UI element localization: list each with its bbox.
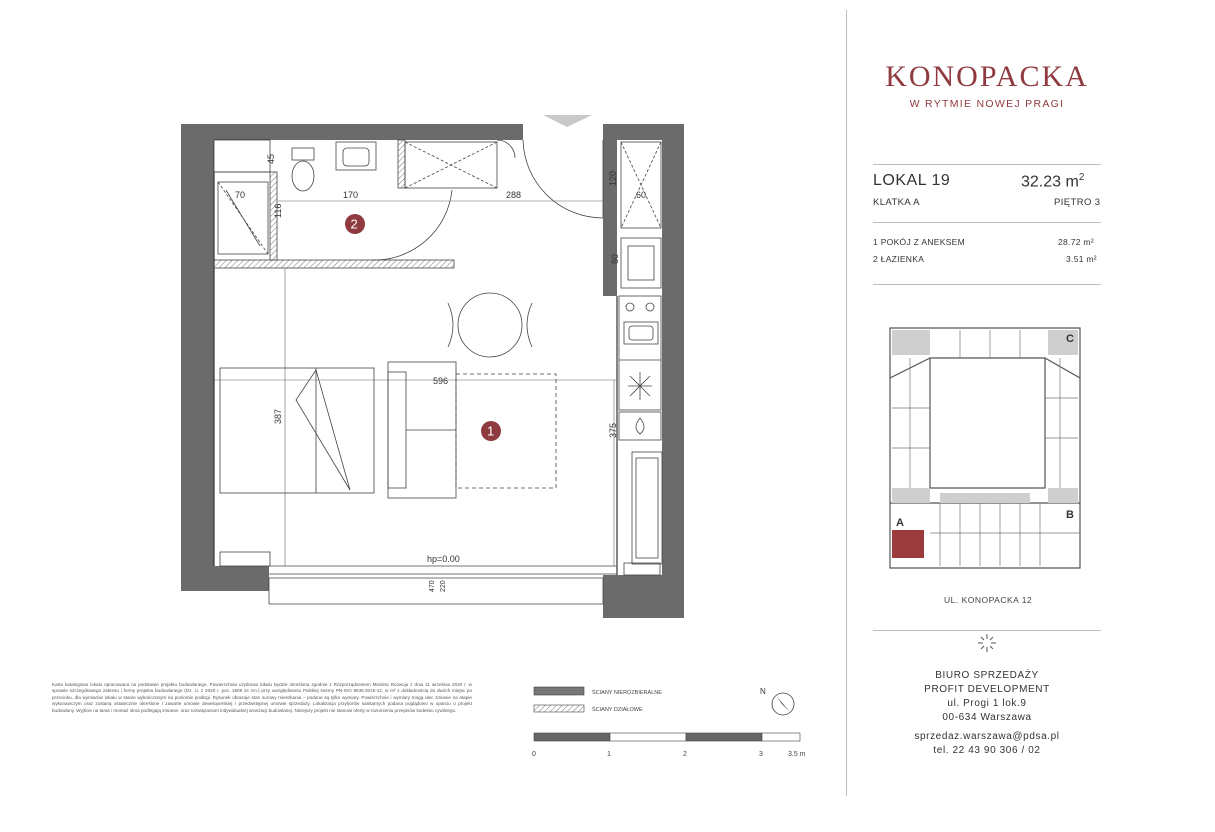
contact-street: ul. Progi 1 lok.9 xyxy=(947,698,1027,709)
bathroom-partitions xyxy=(214,140,454,268)
room-marker-2 xyxy=(345,214,365,234)
toilet xyxy=(292,148,314,191)
svg-text:1: 1 xyxy=(487,423,495,439)
divider-top xyxy=(873,164,1101,165)
dim-label: 45 xyxy=(266,153,276,164)
dimension-labels xyxy=(235,154,646,592)
dim-label: 375 xyxy=(608,422,618,438)
keyplan-marker-b: B xyxy=(1066,509,1074,521)
room-marker-1 xyxy=(481,421,501,441)
dining-table xyxy=(448,293,532,357)
unit-floor: PIĘTRO 3 xyxy=(1054,197,1101,208)
keyplan-marker-c: C xyxy=(1066,333,1074,345)
legend-label-bearing: ŚCIANY NIEROZBIERALNE xyxy=(592,690,662,696)
contact-office: BIURO SPRZEDAŻY xyxy=(935,670,1039,681)
dim-label: 80 xyxy=(610,253,620,264)
bearing-walls xyxy=(181,124,684,618)
dim-label: 387 xyxy=(273,408,283,424)
room-2-label: 2 ŁAZIENKA xyxy=(873,254,925,264)
legend-swatch-bearing xyxy=(534,687,584,695)
dim-label: 120 xyxy=(608,170,618,186)
scale-tick: 3.5 m xyxy=(788,751,806,758)
sofa xyxy=(388,362,556,498)
unit-area-value: 32.23 m xyxy=(1021,173,1079,191)
room-2-area: 3.51 m² xyxy=(1066,254,1097,264)
unit-area xyxy=(1021,172,1084,191)
dim-label: hp=0.00 xyxy=(427,554,460,564)
contact-phone[interactable]: tel. 22 43 90 306 / 02 xyxy=(933,745,1041,756)
divider-contact xyxy=(873,630,1101,631)
scale-tick: 3 xyxy=(759,751,763,758)
kitchen xyxy=(619,296,662,564)
svg-text:N: N xyxy=(760,687,766,696)
keyplan-street: UL. KONOPACKA 12 xyxy=(944,595,1033,605)
doors xyxy=(372,140,603,260)
disclaimer-text: Karta katalogowa lokalu opracowana na podstawie projektu budowlanego. Powierzchnia użytkowa lokalu będzie określona zgodnie z Rozporządzeniem Ministra Rozwoju z dnia 11 września 2020 r. w sprawie szczegółowego zakresu i formy projektu budowlanego (Dz. U. z 2020 r. poz. 1609 ze zm.) przy uwzględnieniu Polskiej Normy PN-ISO 9836:2015-12, w m² z dokładnością do dwóch miejsc po przecinku, dla wymiarów lokalu w stanie wykończonym na poziomie podłogi. Rysunek obrazuje stan surowy mieszkania – podane są tylko wymiary. Powierzchnie i wymiary mogą ulec zmianie na etapie wykonawczym oraz zostaną ostatecznie określone i zawarte umowie deweloperskiej / przedwstępnej umowie sprzedaży. Lokalizacja przyborów sanitarnych podana poglądowo w oparciu o projekt budowlany. Wyjście na taras i montaż okna podlegają zmianie, oraz rozwiązaniom indywidualnej aranżacji budowlanej. Niniejszy projekt nie stanowi oferty w rozumieniu przepisów kodeksu cywilnego. xyxy=(52,682,472,713)
scale-tick: 0 xyxy=(532,751,536,758)
dim-label: 170 xyxy=(343,190,359,200)
sparkle-icon xyxy=(976,632,998,654)
dim-label: 470 xyxy=(429,580,436,592)
dim-label: 116 xyxy=(273,203,283,218)
contact-company: PROFIT DEVELOPMENT xyxy=(924,684,1050,695)
brand-tagline: W RYTMIE NOWEJ PRAGI xyxy=(909,98,1065,110)
scale-tick: 1 xyxy=(607,751,611,758)
divider-bottom xyxy=(873,284,1101,285)
dim-label: 70 xyxy=(235,190,246,200)
contact-email[interactable]: sprzedaz.warszawa@pdsa.pl xyxy=(914,731,1060,742)
unit-area-sup: 2 xyxy=(1078,172,1085,183)
key-plan xyxy=(880,318,1090,583)
dim-label: 220 xyxy=(440,580,447,592)
keyplan-highlight-unit xyxy=(892,530,924,558)
washbasin xyxy=(336,142,376,170)
dim-label: 288 xyxy=(506,190,522,200)
scale-bar xyxy=(532,733,806,758)
scale-tick: 2 xyxy=(683,751,687,758)
keyplan-marker-a: A xyxy=(896,517,904,529)
brand-logo: KONOPACKA xyxy=(885,60,1089,93)
bed xyxy=(220,368,374,493)
cabinet xyxy=(621,142,661,288)
legend xyxy=(534,687,662,713)
divider-mid xyxy=(873,222,1101,223)
unit-staircase: KLATKA A xyxy=(873,197,920,208)
legend-swatch-partition xyxy=(534,705,584,712)
dim-label: 596 xyxy=(433,376,449,386)
svg-text:2: 2 xyxy=(350,216,358,232)
compass-icon xyxy=(760,687,794,715)
contact-city: 00-634 Warszawa xyxy=(942,712,1032,723)
dim-label: 60 xyxy=(636,190,647,200)
room-1-label: 1 POKÓJ Z ANEKSEM xyxy=(873,237,966,247)
entrance-arrow xyxy=(543,115,592,127)
wardrobe xyxy=(405,142,497,188)
room-1-area: 28.72 m² xyxy=(1058,237,1094,247)
unit-title: LOKAL 19 xyxy=(873,172,951,189)
legend-label-partition: ŚCIANY DZIAŁOWE xyxy=(592,707,643,713)
